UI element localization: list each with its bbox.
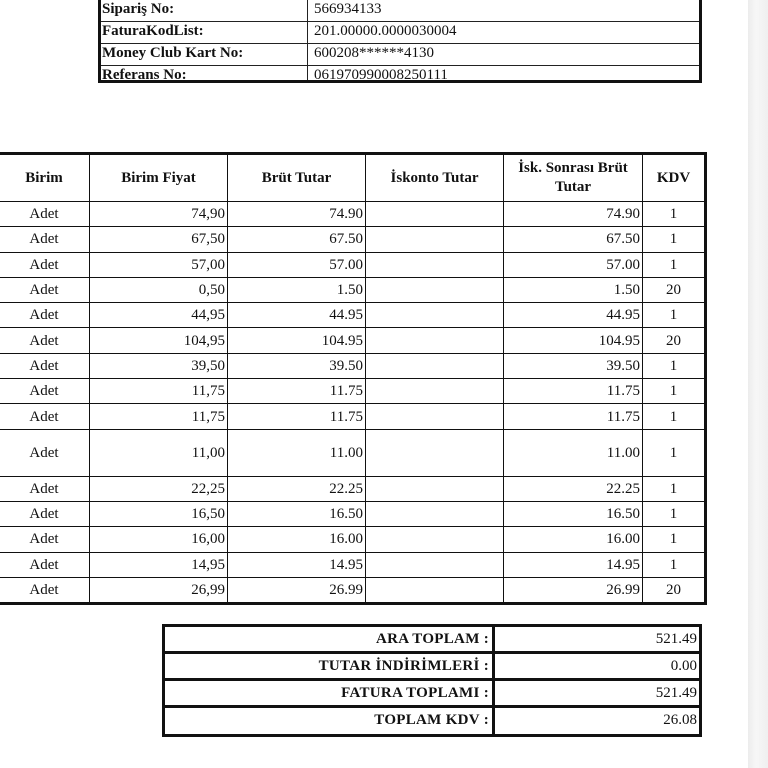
cell-unit-price: 26,99 xyxy=(90,577,228,603)
table-row xyxy=(0,476,706,501)
info-label: FaturaKodList: xyxy=(102,23,204,39)
header-unit-price: Birim Fiyat xyxy=(90,154,228,202)
cell-unit: Adet xyxy=(0,429,90,476)
cell-unit: Adet xyxy=(0,476,90,501)
cell-net-amount: 1.50 xyxy=(504,277,643,302)
cell-discount-amount xyxy=(366,404,504,429)
table-row xyxy=(0,501,706,526)
cell-discount-amount xyxy=(366,476,504,501)
cell-discount-amount xyxy=(366,577,504,603)
table-row xyxy=(0,404,706,429)
cell-discount-amount xyxy=(366,303,504,328)
cell-kdv: 20 xyxy=(643,277,706,302)
totals-label: TUTAR İNDİRİMLERİ : xyxy=(318,658,489,674)
cell-unit: Adet xyxy=(0,404,90,429)
cell-unit: Adet xyxy=(0,577,90,603)
cell-unit: Adet xyxy=(0,277,90,302)
cell-unit-price: 16,00 xyxy=(90,527,228,552)
cell-net-amount: 11.75 xyxy=(504,404,643,429)
cell-discount-amount xyxy=(366,227,504,252)
info-label: Sipariş No: xyxy=(102,1,175,17)
cell-unit-price: 11,00 xyxy=(90,429,228,476)
info-value: 600208******4130 xyxy=(314,45,434,61)
cell-gross-amount: 16.50 xyxy=(228,501,366,526)
info-row-order-no xyxy=(101,0,699,22)
cell-unit-price: 44,95 xyxy=(90,303,228,328)
header-gross-amount: Brüt Tutar xyxy=(228,154,366,202)
info-row-card-no xyxy=(101,43,699,66)
cell-gross-amount: 67.50 xyxy=(228,227,366,252)
cell-kdv: 1 xyxy=(643,202,706,227)
cell-net-amount: 67.50 xyxy=(504,227,643,252)
invoice-items-table xyxy=(0,152,707,605)
cell-unit-price: 67,50 xyxy=(90,227,228,252)
cell-kdv: 1 xyxy=(643,353,706,378)
cell-kdv: 20 xyxy=(643,328,706,353)
cell-net-amount: 16.50 xyxy=(504,501,643,526)
cell-gross-amount: 26.99 xyxy=(228,577,366,603)
cell-net-amount: 74.90 xyxy=(504,202,643,227)
cell-net-amount: 16.00 xyxy=(504,527,643,552)
cell-net-amount: 11.00 xyxy=(504,429,643,476)
cell-kdv: 1 xyxy=(643,552,706,577)
cell-unit: Adet xyxy=(0,227,90,252)
cell-discount-amount xyxy=(366,353,504,378)
cell-kdv: 1 xyxy=(643,527,706,552)
totals-row-subtotal xyxy=(165,627,699,654)
cell-gross-amount: 11.00 xyxy=(228,429,366,476)
cell-unit: Adet xyxy=(0,501,90,526)
cell-unit-price: 0,50 xyxy=(90,277,228,302)
cell-net-amount: 14.95 xyxy=(504,552,643,577)
page-edge-shadow xyxy=(748,0,768,768)
info-value: 566934133 xyxy=(314,1,382,17)
table-row xyxy=(0,527,706,552)
totals-label: ARA TOPLAM : xyxy=(375,631,489,647)
cell-kdv: 1 xyxy=(643,379,706,404)
cell-net-amount: 11.75 xyxy=(504,379,643,404)
cell-discount-amount xyxy=(366,527,504,552)
totals-value: 26.08 xyxy=(663,712,697,728)
cell-discount-amount xyxy=(366,202,504,227)
table-row xyxy=(0,252,706,277)
cell-unit-price: 22,25 xyxy=(90,476,228,501)
totals-value: 521.49 xyxy=(655,631,697,647)
cell-discount-amount xyxy=(366,277,504,302)
table-header-row xyxy=(0,154,706,202)
header-kdv: KDV xyxy=(643,154,706,202)
cell-gross-amount: 22.25 xyxy=(228,476,366,501)
cell-unit: Adet xyxy=(0,379,90,404)
table-row xyxy=(0,379,706,404)
cell-net-amount: 57.00 xyxy=(504,252,643,277)
cell-gross-amount: 14.95 xyxy=(228,552,366,577)
totals-label: TOPLAM KDV : xyxy=(374,712,489,728)
info-row-invoice-code xyxy=(101,21,699,44)
table-body xyxy=(0,202,706,604)
cell-kdv: 1 xyxy=(643,476,706,501)
cell-unit-price: 11,75 xyxy=(90,379,228,404)
cell-unit-price: 104,95 xyxy=(90,328,228,353)
cell-unit-price: 74,90 xyxy=(90,202,228,227)
cell-gross-amount: 39.50 xyxy=(228,353,366,378)
info-label: Referans No: xyxy=(102,67,187,83)
cell-discount-amount xyxy=(366,379,504,404)
header-net-amount: İsk. Sonrası Brüt Tutar xyxy=(504,154,643,202)
cell-unit: Adet xyxy=(0,527,90,552)
totals-box xyxy=(162,624,702,737)
info-value: 201.00000.0000030004 xyxy=(314,23,457,39)
cell-unit-price: 14,95 xyxy=(90,552,228,577)
cell-discount-amount xyxy=(366,501,504,526)
table-row xyxy=(0,328,706,353)
totals-label: FATURA TOPLAMI : xyxy=(341,685,489,701)
cell-kdv: 1 xyxy=(643,252,706,277)
cell-kdv: 1 xyxy=(643,404,706,429)
order-info-box xyxy=(98,0,702,83)
cell-unit-price: 39,50 xyxy=(90,353,228,378)
cell-kdv: 1 xyxy=(643,429,706,476)
cell-unit-price: 11,75 xyxy=(90,404,228,429)
cell-gross-amount: 11.75 xyxy=(228,379,366,404)
info-label: Money Club Kart No: xyxy=(102,45,244,61)
cell-discount-amount xyxy=(366,552,504,577)
cell-unit: Adet xyxy=(0,552,90,577)
cell-kdv: 1 xyxy=(643,303,706,328)
table-row xyxy=(0,227,706,252)
table-row xyxy=(0,202,706,227)
table-row xyxy=(0,552,706,577)
cell-unit: Adet xyxy=(0,252,90,277)
totals-row-total-kdv xyxy=(165,708,699,735)
cell-unit: Adet xyxy=(0,303,90,328)
cell-gross-amount: 74.90 xyxy=(228,202,366,227)
cell-unit-price: 16,50 xyxy=(90,501,228,526)
cell-unit-price: 57,00 xyxy=(90,252,228,277)
cell-discount-amount xyxy=(366,429,504,476)
cell-unit: Adet xyxy=(0,328,90,353)
cell-kdv: 1 xyxy=(643,227,706,252)
totals-value: 0.00 xyxy=(670,658,697,674)
cell-kdv: 20 xyxy=(643,577,706,603)
header-discount-amount: İskonto Tutar xyxy=(366,154,504,202)
cell-net-amount: 26.99 xyxy=(504,577,643,603)
table-row xyxy=(0,429,706,476)
cell-net-amount: 104.95 xyxy=(504,328,643,353)
header-unit: Birim xyxy=(0,154,90,202)
cell-gross-amount: 11.75 xyxy=(228,404,366,429)
cell-net-amount: 39.50 xyxy=(504,353,643,378)
cell-gross-amount: 57.00 xyxy=(228,252,366,277)
totals-value: 521.49 xyxy=(655,685,697,701)
cell-gross-amount: 44.95 xyxy=(228,303,366,328)
cell-gross-amount: 104.95 xyxy=(228,328,366,353)
cell-discount-amount xyxy=(366,328,504,353)
table-row xyxy=(0,303,706,328)
info-value: 061970990008250111 xyxy=(314,67,448,83)
cell-unit: Adet xyxy=(0,202,90,227)
cell-gross-amount: 16.00 xyxy=(228,527,366,552)
cell-net-amount: 22.25 xyxy=(504,476,643,501)
totals-row-discounts xyxy=(165,654,699,681)
cell-net-amount: 44.95 xyxy=(504,303,643,328)
info-row-reference-no xyxy=(101,65,699,87)
table-row xyxy=(0,577,706,603)
cell-gross-amount: 1.50 xyxy=(228,277,366,302)
cell-discount-amount xyxy=(366,252,504,277)
table-row xyxy=(0,353,706,378)
cell-kdv: 1 xyxy=(643,501,706,526)
totals-row-invoice-total xyxy=(165,681,699,708)
cell-unit: Adet xyxy=(0,353,90,378)
table-row xyxy=(0,277,706,302)
